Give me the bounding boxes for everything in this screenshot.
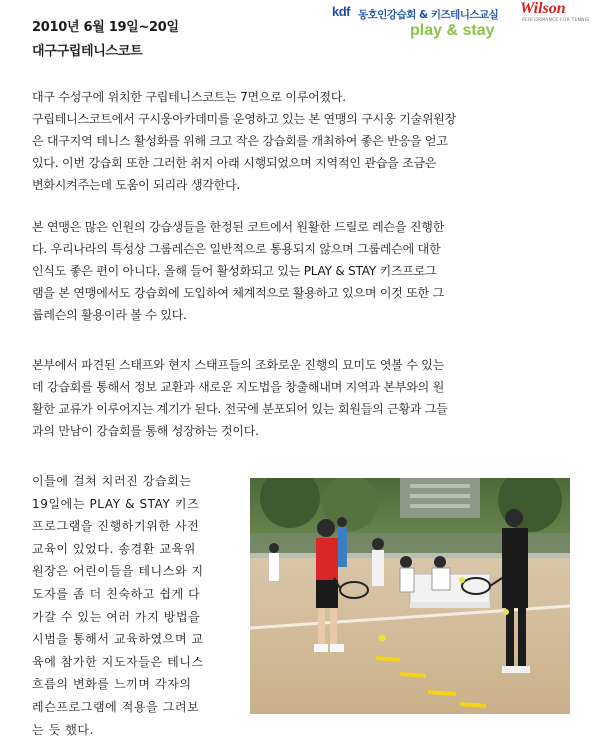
page-header (0, 0, 600, 62)
text-line: 은 대구지역 테니스 활성화를 위해 크고 작은 강습회를 개최하여 좋은 반응을 얻고 (32, 134, 448, 148)
text-line: 가갈 수 있는 여러 가지 방법을 (32, 609, 201, 624)
text-line: 프로그램을 진행하기위한 사전 (32, 519, 200, 534)
text-line: 과의 만남이 강습회를 통해 성장하는 것이다. (32, 424, 259, 438)
text-line: 램을 본 연맹에서도 강습회에 도입하여 체계적으로 활용하고 있으며 이것 또한 그 (32, 286, 445, 300)
text-line: 있다. 이번 강습회 또한 그러한 취지 아래 시행되었으며 지역적인 관습을 조금은 (32, 156, 437, 170)
text-line: 도자를 좀 더 친숙하고 쉽게 다 (32, 586, 201, 601)
text-line: 다. 우리나라의 특성상 그룹레슨은 일반적으로 통용되지 않으며 그룹레슨에 대한 (32, 242, 441, 256)
text-line: 교육이 있었다. 송경환 교육위 (32, 541, 196, 556)
text-line: 활한 교류가 이루어지는 계기가 된다. 전국에 분포되어 있는 회원들의 근황과 그들 (32, 402, 448, 416)
paragraph-group-lesson (32, 216, 572, 326)
event-venue: 대구구립테니스코트 (32, 44, 143, 59)
play-and-stay-logo: play & stay (410, 22, 495, 39)
text-line: 19일에는 PLAY & STAY 키즈 (32, 496, 200, 511)
text-line: 흐름의 변화를 느끼며 각자의 (32, 677, 192, 692)
text-line: 는 듯 했다. (32, 722, 95, 737)
kdf-logo: kdf (332, 4, 350, 19)
event-date: 2010년 6월 19일~20일 (32, 20, 179, 35)
text-line: 본부에서 파견된 스태프와 현지 스태프들의 조화로운 진행의 묘미도 엿볼 수 있는 (32, 358, 445, 372)
text-line: 본 연맹은 많은 인원의 강습생들을 한정된 코트에서 원활한 드릴로 레슨을 진행한 (32, 220, 445, 234)
text-line: 원장은 어린이들을 테니스와 지 (32, 564, 204, 579)
text-line: 데 강습회를 통해서 정보 교환과 새로운 지도법을 창출해내며 지역과 본부와의 원 (32, 380, 445, 394)
organization-name: 동호인강습회 & 키즈테니스교실 (358, 9, 499, 21)
text-line: 육에 참가한 지도자들은 테니스 (32, 654, 204, 669)
text-line: 룹레슨의 활용이라 볼 수 있다. (32, 308, 187, 322)
paragraph-staff (32, 354, 572, 442)
text-line: 인식도 좋은 편이 아니다. 올해 들어 활성화되고 있는 PLAY & STAY 키즈프로그 (32, 264, 437, 278)
text-line: 대구 수성구에 위치한 구립테니스코트는 7면으로 이루어졌다. (32, 90, 346, 104)
text-line: 변화시켜주는데 도움이 되리라 생각한다. (32, 178, 241, 192)
tennis-lesson-photo (250, 478, 570, 714)
wilson-logo: Wilson (520, 0, 566, 17)
text-line: 시범을 통해서 교육하였으며 교 (32, 632, 204, 647)
text-line: 구립테니스코트에서 구시웅아카데미를 운영하고 있는 본 연맹의 구시웅 기술위원장 (32, 112, 457, 126)
text-line: 레슨프로그램에 적용을 그려보 (32, 699, 200, 714)
wilson-tagline: PERFORMANCE FOR TENNIS (522, 18, 590, 23)
text-line: 이틀에 걸쳐 치러진 강습회는 (32, 474, 192, 488)
paragraph-intro (32, 86, 572, 196)
paragraph-program (32, 470, 238, 741)
